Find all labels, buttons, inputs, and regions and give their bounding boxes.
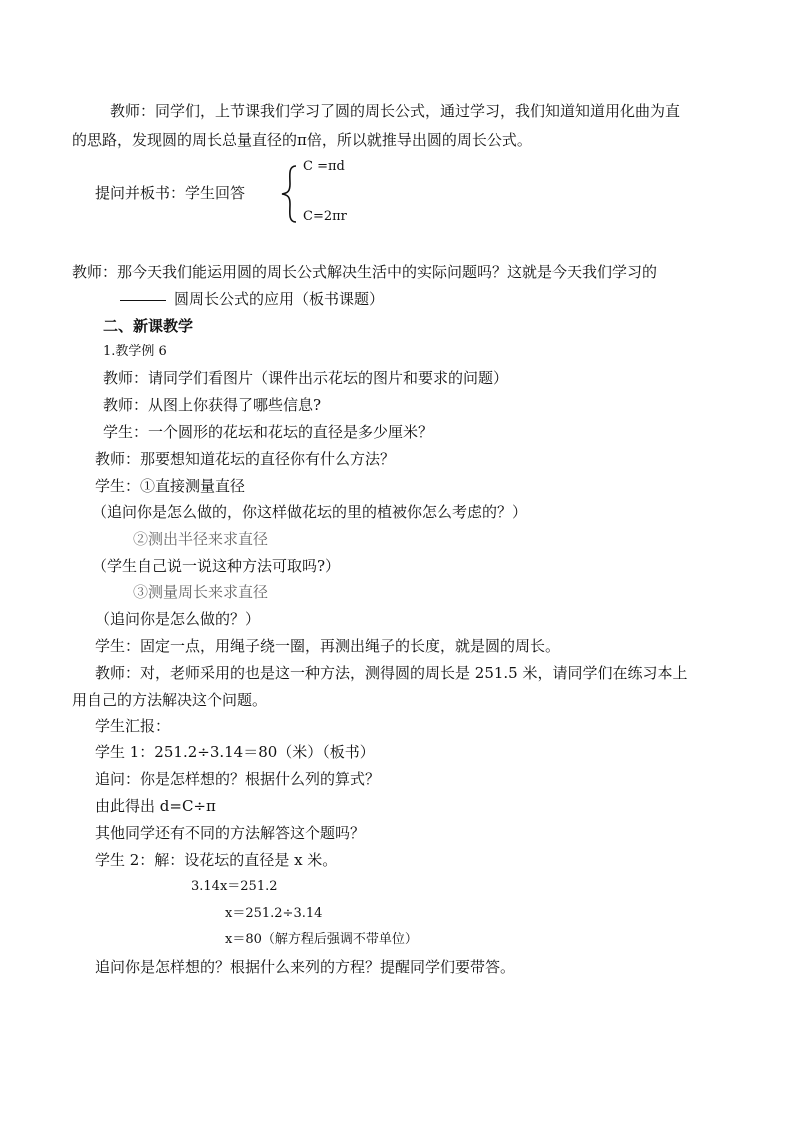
example-heading: 1.教学例 6	[103, 344, 167, 359]
example-line: 教师：那要想知道花坛的直径你有什么方法？	[95, 450, 396, 468]
example-line: ③测量周长来求直径	[133, 583, 269, 601]
paragraph-intro-line2: 的思路，发现圆的周长总量直径的π倍，所以就推导出圆的周长公式。	[72, 131, 532, 149]
example-line: 学生汇报：	[95, 717, 171, 735]
lesson-topic-text: 圆周长公式的应用（板书课题）	[174, 290, 385, 308]
example-line: 追问：你是怎样想的？根据什么列的算式？	[95, 770, 381, 788]
equation-line: 3.14x＝251.2	[191, 879, 278, 894]
paragraph-intro-line1: 教师：同学们，上节课我们学习了圆的周长公式，通过学习，我们知道知道用化曲为直	[110, 102, 681, 120]
example-line: （学生自己说一说这种方法可取吗?）	[92, 557, 341, 575]
board-prompt: 提问并板书：学生回答	[95, 184, 246, 202]
example-line: 用自己的方法解决这个问题。	[72, 691, 268, 709]
formula-c-pi-d: C =πd	[303, 159, 345, 174]
example-line: （追问你是怎么做的？）	[95, 610, 261, 628]
example-line: ②测出半径来求直径	[133, 530, 269, 548]
example-line: （追问你是怎么做的，你这样做花坛的里的植被你怎么考虑的？）	[92, 503, 528, 521]
example-line: 其他同学还有不同的方法解答这个题吗？	[95, 824, 366, 842]
example-line: 学生：①直接测量直径	[95, 477, 246, 495]
dash-rule	[120, 300, 166, 301]
example-line: 教师：从图上你获得了哪些信息?	[103, 396, 322, 414]
section-title-new-lesson: 二、新课教学	[103, 317, 194, 335]
example-line: 学生：固定一点，用绳子绕一圈，再测出绳子的长度，就是圆的周长。	[95, 637, 561, 655]
example-line: 由此得出 d=C÷π	[95, 797, 216, 815]
left-brace-icon	[278, 164, 300, 224]
example-line: 教师：对，老师采用的也是这一种方法，测得圆的周长是 251.5 米，请同学们在练习本上	[95, 664, 688, 682]
example-line: 教师：请同学们看图片（课件出示花坛的图片和要求的问题）	[103, 369, 509, 387]
equation-line: x＝80（解方程后强调不带单位）	[225, 932, 418, 947]
example-line: 学生 2：解：设花坛的直径是 x 米。	[95, 851, 338, 869]
example-line: 学生 1：251.2÷3.14＝80（米）（板书）	[95, 743, 375, 761]
formula-c-2-pi-r: C=2πr	[303, 209, 347, 224]
example-line: 追问你是怎样想的？根据什么来列的方程？提醒同学们要带答。	[95, 958, 516, 976]
example-line: 学生：一个圆形的花坛和花坛的直径是多少厘米？	[103, 423, 434, 441]
paragraph-today-line1: 教师：那今天我们能运用圆的周长公式解决生活中的实际问题吗？这就是今天我们学习的	[72, 263, 658, 281]
equation-line: x＝251.2÷3.14	[225, 906, 323, 921]
lesson-topic	[120, 289, 384, 309]
